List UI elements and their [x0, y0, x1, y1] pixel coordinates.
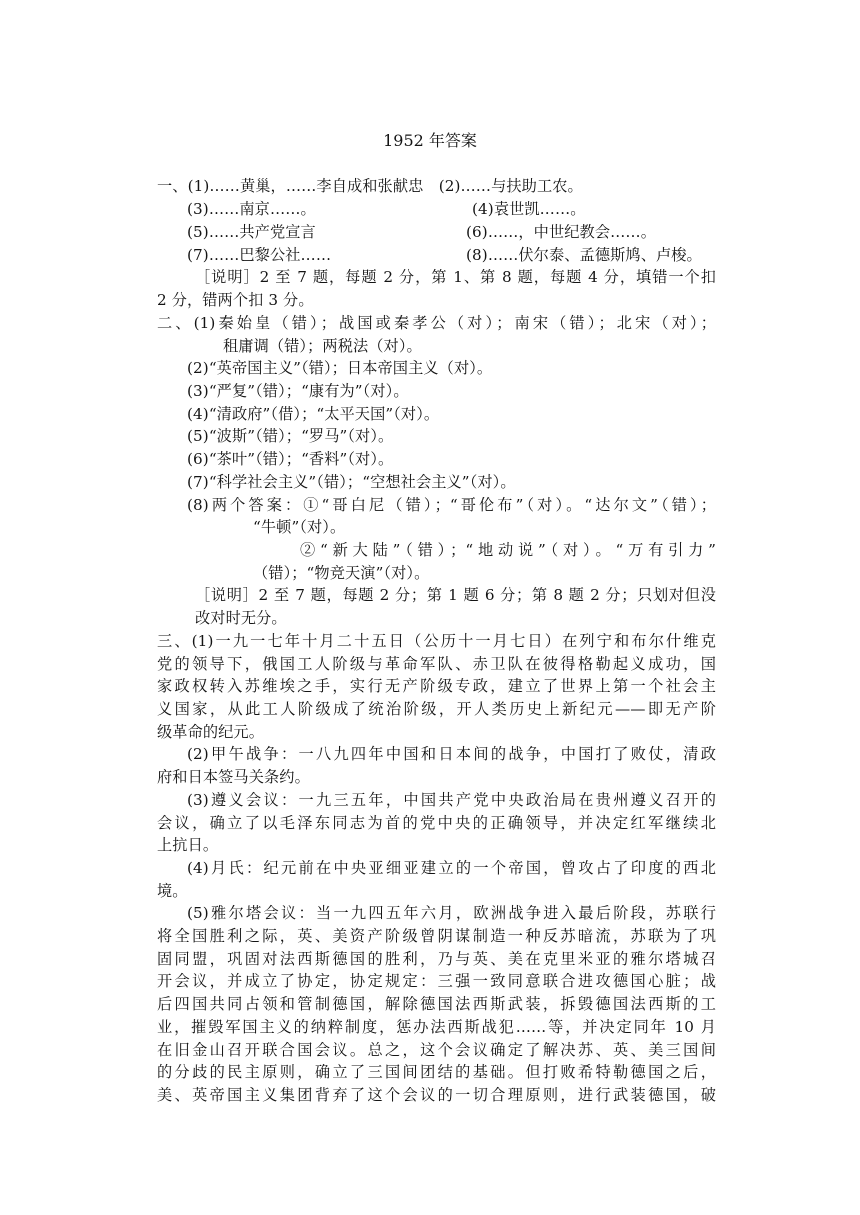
page-title: 1952 年答案: [383, 131, 477, 150]
text-line: (5)“波斯”（错）；“罗马”（对）。: [187, 427, 394, 445]
text-line: 级革命的纪元。: [157, 723, 265, 741]
text-line: (5)雅尔塔会议：当一九四五年六月，欧洲战争进入最后阶段，苏联行: [187, 904, 716, 922]
text-line: 固同盟，巩固对法西斯德国的胜利，乃与英、美在克里米亚的雅尔塔城召: [157, 950, 716, 968]
text-line: 美、英帝国主义集团背弃了这个会议的一切合理原则，进行武装德国，破: [157, 1086, 716, 1104]
text-line: 一、(1)……黄巢，……李自成和张献忠 (2)……与扶助工农。: [157, 177, 583, 195]
text-line: ［说明］2 至 7 题，每题 2 分，第 1、第 8 题，每题 4 分，填错一个扣: [195, 268, 716, 286]
text-line: 上抗日。: [157, 836, 219, 854]
text-line: (3)……南京……。: [187, 200, 316, 218]
text-line: 后四国共同占领和管制德国，解除德国法西斯武装，拆毁德国法西斯的工: [157, 995, 716, 1013]
text-line: (8)……伏尔泰、孟德斯鸠、卢梭。: [466, 246, 702, 264]
text-line: (2)“英帝国主义”（错）；日本帝国主义（对）。: [187, 359, 493, 377]
text-line: ［说明］2 至 7 题，每题 2 分；第 1 题 6 分；第 8 题 2 分；只划对但没: [195, 586, 716, 604]
text-line: (3)遵义会议：一九三五年，中国共产党中央政治局在贵州遵义召开的: [187, 791, 716, 809]
text-line: 境。: [157, 882, 188, 900]
text-line: 改对时无分。: [195, 609, 287, 627]
text-line: 2 分，错两个扣 3 分。: [157, 291, 314, 309]
text-line: (7)“科学社会主义”（错）；“空想社会主义”（对）。: [187, 473, 516, 491]
text-line: (6)……，中世纪教会……。: [466, 223, 656, 241]
text-line: 租庸调（错）；两税法（对）。: [223, 337, 422, 355]
text-line: (4)袁世凯……。: [472, 200, 586, 218]
text-line: (6)“茶叶”（错）；“香料”（对）。: [187, 450, 394, 468]
text-line: (4)“清政府”（借）；“太平天国”（对）。: [187, 405, 440, 423]
text-line: 党的领导下，俄国工人阶级与革命军队、赤卫队在彼得格勒起义成功，国: [157, 655, 716, 673]
text-line: 义国家，从此工人阶级成了统治阶级，开人类历史上新纪元——即无产阶: [157, 700, 716, 718]
text-line: (3)“严复”（错）；“康有为”（对）。: [187, 382, 409, 400]
text-line: 三、(1)一九一七年十月二十五日（公历十一月七日）在列宁和布尔什维克: [157, 632, 716, 650]
text-line: 二、(1)秦始皇（错）；战国或秦孝公（对）；南宋（错）；北宋（对）；: [157, 314, 716, 332]
text-line: 在旧金山召开联合国会议。总之，这个会议确定了解决苏、英、美三国间: [157, 1041, 716, 1059]
text-line: 开会议，并成立了协定，协定规定：三强一致同意联合进攻德国心脏；战: [157, 972, 716, 990]
text-line: (8)两个答案：①“哥白尼（错）；“哥伦布”（对）。“达尔文”（错）；: [187, 496, 716, 514]
text-line: (4)月氏：纪元前在中央亚细亚建立的一个帝国，曾攻占了印度的西北: [187, 859, 716, 877]
text-line: (5)……共产党宣言: [187, 223, 316, 241]
text-line: 将全国胜利之际，英、美资产阶级曾阴谋制造一种反苏暗流，苏联为了巩: [157, 927, 716, 945]
text-line: 业，摧毁军国主义的纳粹制度，惩办法西斯战犯……等，并决定同年 10 月: [157, 1018, 716, 1036]
text-line: (7)……巴黎公社……: [187, 246, 332, 264]
text-line: ②“新大陆”（错）；“地动说”（对）。“万有引力”: [300, 541, 716, 559]
text-line: 会议，确立了以毛泽东同志为首的党中央的正确领导，并决定红军继续北: [157, 814, 716, 832]
text-line: 家政权转入苏维埃之手，实行无产阶级专政，建立了世界上第一个社会主: [157, 677, 716, 695]
text-line: “牛顿”（对）。: [253, 518, 346, 536]
text-line: 的分歧的民主原则，确立了三国间团结的基础。但打败希特勒德国之后，: [157, 1063, 716, 1081]
text-line: (2)甲午战争：一八九四年中国和日本间的战争，中国打了败仗，清政: [187, 745, 716, 763]
text-line: 府和日本签马关条约。: [157, 768, 310, 786]
text-line: （错）；“物竞天演”（对）。: [253, 564, 430, 582]
